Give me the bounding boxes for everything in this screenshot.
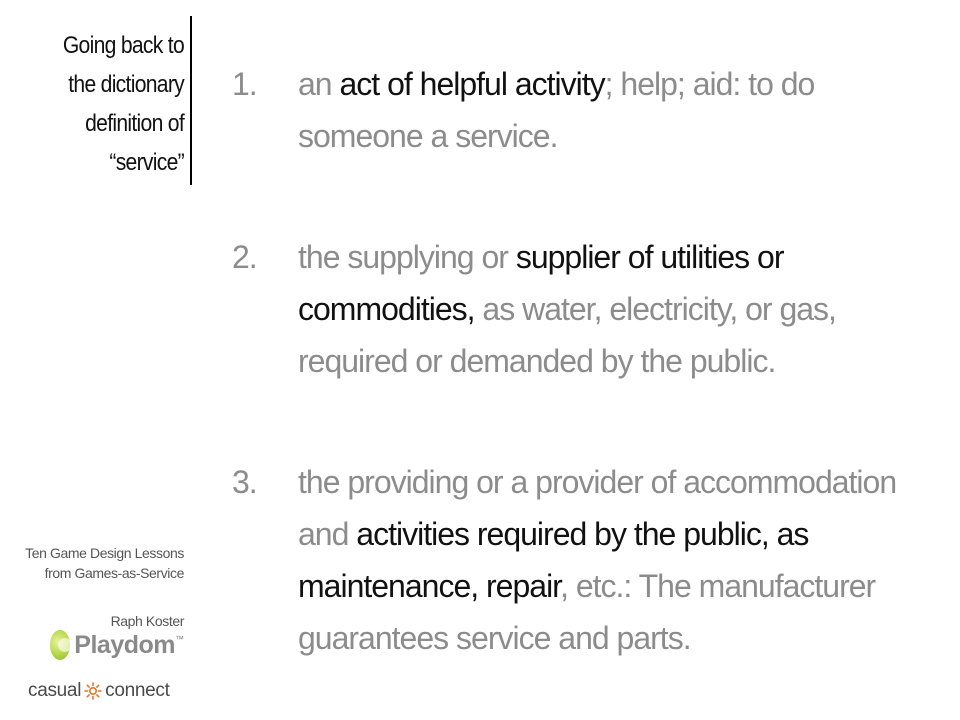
sunburst-icon <box>84 682 102 700</box>
talk-title-line: Ten Game Design Lessons <box>25 545 184 561</box>
definition-phrase: ; help; aid: to do <box>604 66 815 102</box>
definition-text <box>298 58 938 162</box>
highlighted-phrase: act of helpful activity <box>339 66 605 102</box>
definition-phrase: required or demanded by the public. <box>298 343 776 379</box>
definition-phrase: as water, electricity, or gas, <box>474 291 836 327</box>
definition-line <box>298 231 938 283</box>
definition-line <box>298 508 938 560</box>
playdom-sun-icon <box>50 630 70 660</box>
cc-wordmark-right: connect <box>105 680 170 701</box>
playdom-trademark: ™ <box>175 634 184 644</box>
definition-line <box>298 560 938 612</box>
highlighted-phrase: activities required by the public, as <box>356 516 809 552</box>
definition-text <box>298 231 938 387</box>
definition-line <box>298 58 938 110</box>
definition-text <box>298 456 938 664</box>
playdom-wordmark: Playdom <box>74 630 175 659</box>
author-name: Raph Koster <box>110 613 184 629</box>
playdom-logo <box>50 628 184 662</box>
sidebar-title-line: the dictionary <box>68 71 184 98</box>
sidebar-title-line: Going back to <box>62 32 184 59</box>
sidebar-title <box>31 26 184 182</box>
highlighted-phrase: commodities, <box>298 291 475 327</box>
sidebar-divider <box>190 16 192 185</box>
sidebar-title-line: definition of <box>85 110 184 137</box>
definition-phrase: an <box>298 66 340 102</box>
definition-phrase: guarantees service and parts. <box>298 620 691 656</box>
definition-number: 1. <box>232 66 257 102</box>
definition-phrase: , etc.: The manufacturer <box>560 568 876 604</box>
cc-wordmark-left: casual <box>28 680 82 701</box>
sidebar-title-line: “service” <box>109 149 184 176</box>
talk-title-line: from Games-as-Service <box>44 565 184 581</box>
definition-number: 3. <box>232 464 257 500</box>
definition-phrase: the providing or a provider of accommodation <box>298 464 897 500</box>
definition-phrase: someone a service. <box>298 118 558 154</box>
casual-connect-logo <box>28 678 188 704</box>
definition-line <box>298 612 938 664</box>
definition-phrase: and <box>298 516 357 552</box>
definition-number: 2. <box>232 239 257 275</box>
definition-line <box>298 335 938 387</box>
talk-title <box>10 543 184 583</box>
definition-line <box>298 456 938 508</box>
definition-line <box>298 110 938 162</box>
definition-phrase: the supplying or <box>298 239 516 275</box>
highlighted-phrase: maintenance, repair <box>298 568 561 604</box>
definition-line <box>298 283 938 335</box>
highlighted-phrase: supplier of utilities or <box>515 239 784 275</box>
